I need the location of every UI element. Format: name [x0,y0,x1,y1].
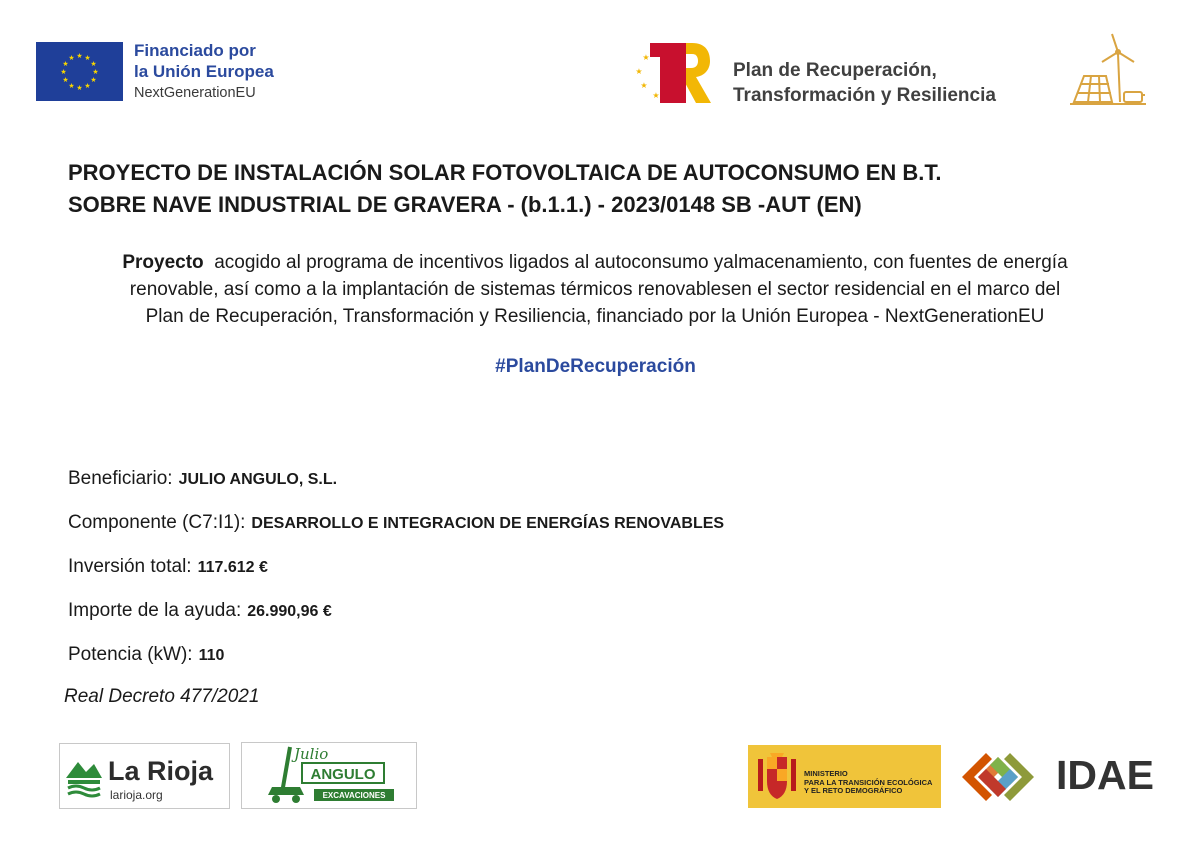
detail-value: JULIO ANGULO, S.L. [178,471,338,488]
svg-text:★: ★ [84,82,91,90]
detail-label: Importe de la ayuda: [68,600,242,621]
eu-line-3: NextGenerationEU [134,85,256,101]
detail-componente [68,512,724,534]
title-line-1: PROYECTO DE INSTALACIÓN SOLAR FOTOVOLTAICA DE AUTOCONSUMO EN B.T. [68,160,942,185]
angulo-line-2: ANGULO [310,766,376,783]
detail-potencia [68,644,224,666]
eu-line-2: la Unión Europea [134,62,274,81]
svg-text:★: ★ [76,84,83,92]
project-description [40,249,1150,330]
angulo-line-3: EXCAVACIONES [322,791,386,800]
svg-text:★: ★ [62,60,69,68]
description-lead: Proyecto [122,252,204,273]
svg-text:★: ★ [68,82,75,90]
description-line-3: Plan de Recuperación, Transformación y Resiliencia, financiado por la Unión Europea - NextGenerationEU [145,306,1045,327]
prtr-title [733,58,996,108]
la-rioja-url: larioja.org [110,788,163,802]
ministerio-line-3: Y EL RETO DEMOGRÁFICO [804,786,903,795]
ministerio-line-2: PARA LA TRANSICIÓN ECOLÓGICA [804,777,933,787]
la-rioja-logo [59,743,230,809]
title-line-2: SOBRE NAVE INDUSTRIAL DE GRAVERA - (b.1.1.) - 2023/0148 SB -AUT (EN) [68,192,862,217]
svg-text:★: ★ [90,60,97,68]
ministerio-text [804,770,932,796]
detail-label: Inversión total: [68,556,192,577]
detail-inversion [68,556,268,578]
svg-text:★: ★ [652,91,660,100]
svg-text:★: ★ [635,67,643,76]
ministerio-line-1: MINISTERIO [804,769,848,778]
real-decreto: Real Decreto 477/2021 [64,686,260,707]
detail-label: Potencia (kW): [68,644,193,665]
detail-value: 26.990,96 € [247,603,332,620]
prtr-line-2: Transformación y Resiliencia [733,85,996,106]
ministerio-logo [748,745,941,808]
prtr-line-1: Plan de Recuperación, [733,60,937,81]
detail-beneficiario [68,468,337,490]
angulo-line-1: Julio [294,745,329,763]
detail-importe [68,600,332,622]
la-rioja-emblem-icon [64,752,104,800]
description-line-1 [40,249,1150,276]
svg-text:★: ★ [640,81,648,90]
detail-label: Componente (C7:I1): [68,512,246,533]
svg-text:★: ★ [90,76,97,84]
description-line-2: renovable, así como a la implantación de sistemas térmicos renovablesen el sector residencial en el marco del [129,279,1061,300]
eu-stars-icon [36,42,123,101]
eu-funding-text [134,40,274,104]
eu-flag-logo [36,42,123,101]
hashtag: #PlanDeRecuperación [495,356,696,377]
project-title [68,157,1148,221]
prtr-logo [634,40,714,106]
eu-line-1: Financiado por [134,41,256,60]
detail-value: DESARROLLO E INTEGRACION DE ENERGÍAS RENOVABLES [251,515,725,532]
detail-value: 110 [198,647,225,664]
svg-text:★: ★ [60,68,67,76]
svg-text:★: ★ [76,52,83,60]
svg-text:★: ★ [62,76,69,84]
svg-text:★: ★ [642,53,650,62]
spain-coat-of-arms-icon [756,751,798,803]
detail-value: 117.612 € [197,559,268,576]
idae-wordmark: IDAE [1056,752,1154,798]
la-rioja-title: La Rioja [108,756,214,786]
detail-label: Beneficiario: [68,468,173,489]
julio-angulo-logo [241,742,417,809]
idae-emblem-icon [958,744,1050,810]
wind-turbine-solar-icon [1066,32,1148,110]
svg-text:★: ★ [92,68,99,76]
svg-text:★: ★ [68,54,75,62]
description-line-1-rest: acogido al programa de incentivos ligados al autoconsumo yalmacenamiento, con fuentes de energía [203,252,1068,273]
svg-text:★: ★ [84,54,91,62]
